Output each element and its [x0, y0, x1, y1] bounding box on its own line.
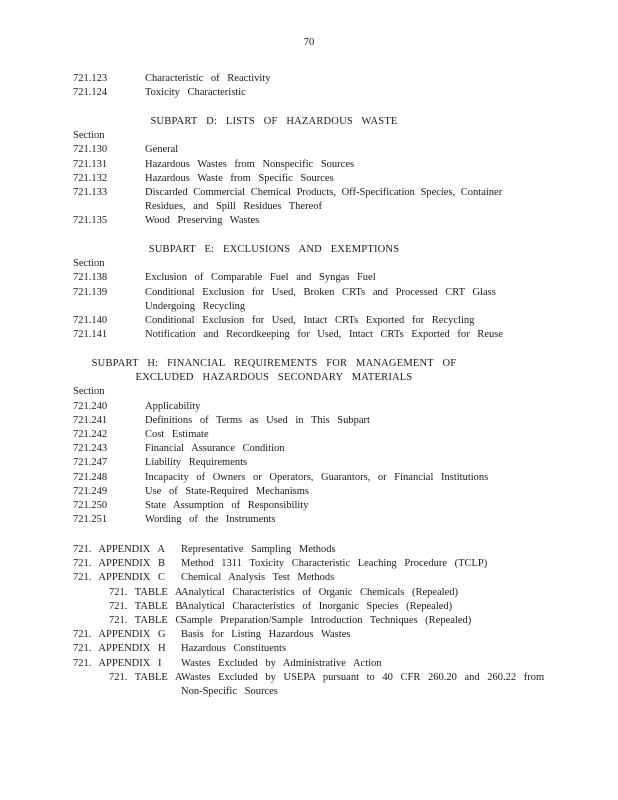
appendix-number: 721. APPENDIX H	[73, 643, 166, 655]
section-number: 721.248	[73, 471, 108, 483]
section-title: Applicability	[145, 400, 201, 412]
section-title: Cost Estimate	[145, 428, 209, 440]
toc-row	[73, 414, 543, 428]
table-title: Analytical Characteristics of Organic Chemicals (Repealed)	[181, 586, 458, 598]
section-title: Liability Requirements	[145, 457, 248, 469]
section-number: 721.249	[73, 485, 108, 497]
section-title: Financial Assurance Condition	[145, 443, 285, 455]
toc-row-continuation	[73, 200, 543, 214]
section-number: 721.123	[73, 73, 108, 84]
section-title: Characteristic of Reactivity	[145, 73, 271, 84]
section-title: Conditional Exclusion for Used, Broken CRTs and Processed CRT Glass	[145, 286, 496, 298]
section-label: Section	[73, 258, 105, 270]
page-number: 70	[303, 37, 315, 48]
section-title: Notification and Recordkeeping for Used, Intact CRTs Exported for Reuse	[145, 329, 503, 341]
table-title: Sample Preparation/Sample Introduction Techniques (Repealed)	[181, 614, 472, 626]
appendix-title: Hazardous Constituents	[181, 643, 287, 655]
toc-row	[73, 485, 543, 499]
section-number: 721.247	[73, 457, 108, 469]
section-title: Discarded Commercial Chemical Products, Off-Specification Species, Container	[145, 186, 503, 198]
table-row	[73, 586, 543, 600]
subpart-c-tail	[73, 72, 543, 100]
table-title-continued: Non-Specific Sources	[181, 685, 278, 697]
toc-row	[73, 72, 543, 86]
toc-row	[73, 428, 543, 442]
toc-row	[73, 400, 543, 414]
section-title: Conditional Exclusion for Used, Intact CRTs Exported for Recycling	[145, 314, 475, 326]
section-number: 721.242	[73, 428, 108, 440]
appendix-row	[73, 642, 543, 656]
table-number: 721. TABLE C	[109, 614, 183, 626]
section-label: Section	[73, 130, 105, 142]
appendix-title: Basis for Listing Hazardous Wastes	[181, 629, 351, 641]
toc-row-continuation	[73, 300, 543, 314]
subpart-heading: SUBPART E: EXCLUSIONS AND EXEMPTIONS	[148, 244, 400, 255]
section-number: 721.131	[73, 158, 108, 170]
table-row	[73, 671, 543, 685]
appendix-number: 721. APPENDIX G	[73, 629, 166, 641]
table-number: 721. TABLE A	[109, 671, 183, 683]
appendix-number: 721. APPENDIX C	[73, 572, 165, 584]
table-row	[73, 600, 543, 614]
section-number: 721.138	[73, 272, 108, 284]
section-title: Exclusion of Comparable Fuel and Syngas Fuel	[145, 272, 376, 284]
toc-row	[73, 286, 543, 300]
section-title: Toxicity Characteristic	[145, 87, 246, 99]
toc-row	[73, 442, 543, 456]
section-number: 721.139	[73, 286, 108, 298]
appendix-row	[73, 657, 543, 671]
subpart-heading-line-2: EXCLUDED HAZARDOUS SECONDARY MATERIALS	[135, 372, 413, 384]
appendix-number: 721. APPENDIX B	[73, 558, 165, 570]
section-title: Use of State-Required Mechanisms	[145, 485, 310, 497]
section-title-continued: Residues, and Spill Residues Thereof	[145, 201, 322, 213]
appendix-row	[73, 557, 543, 571]
section-title: Definitions of Terms as Used in This Subpart	[145, 414, 370, 426]
toc-row	[73, 314, 543, 328]
appendix-title: Chemical Analysis Test Methods	[181, 572, 335, 584]
section-number: 721.130	[73, 144, 108, 156]
appendix-number: 721. APPENDIX I	[73, 657, 162, 669]
toc-row	[73, 214, 543, 228]
section-title-continued: Undergoing Recycling	[145, 300, 246, 312]
section-number: 721.133	[73, 186, 108, 198]
toc-row	[73, 471, 543, 485]
table-number: 721. TABLE A	[109, 586, 183, 598]
appendix-number: 721. APPENDIX A	[73, 544, 165, 555]
subpart-e	[73, 243, 543, 342]
appendix-title: Representative Sampling Methods	[181, 544, 336, 555]
toc-row	[73, 271, 543, 285]
subpart-heading-line-1: SUBPART H: FINANCIAL REQUIREMENTS FOR MANAGEMENT OF	[91, 358, 457, 369]
section-number: 721.140	[73, 314, 108, 326]
section-number: 721.243	[73, 443, 108, 455]
appendices	[73, 543, 543, 699]
section-title: General	[145, 144, 179, 156]
subpart-heading: SUBPART D: LISTS OF HAZARDOUS WASTE	[150, 116, 398, 127]
section-title: Hazardous Wastes from Nonspecific Sources	[145, 158, 355, 170]
table-number: 721. TABLE B	[109, 600, 183, 612]
table-row	[73, 614, 543, 628]
table-row-continuation	[73, 685, 543, 699]
toc-row	[73, 172, 543, 186]
toc-row	[73, 328, 543, 342]
toc-row	[73, 158, 543, 172]
section-title: Incapacity of Owners or Operators, Guarantors, or Financial Institutions	[145, 471, 489, 483]
section-number: 721.135	[73, 215, 108, 227]
appendix-row	[73, 628, 543, 642]
table-title: Wastes Excluded by USEPA pursuant to 40 CFR 260.20 and 260.22 from	[181, 671, 545, 683]
section-number: 721.240	[73, 400, 108, 412]
section-title: Wood Preserving Wastes	[145, 215, 260, 227]
section-title: Wording of the Instruments	[145, 514, 276, 526]
toc-row	[73, 143, 543, 157]
appendix-row	[73, 543, 543, 557]
subpart-d	[73, 115, 543, 229]
appendix-title: Wastes Excluded by Administrative Action	[181, 657, 382, 669]
appendix-title: Method 1311 Toxicity Characteristic Leaching Procedure (TCLP)	[181, 558, 488, 570]
section-number: 721.250	[73, 499, 108, 511]
toc-row	[73, 86, 543, 100]
section-title: Hazardous Waste from Specific Sources	[145, 172, 334, 184]
section-number: 721.251	[73, 514, 108, 526]
toc-row	[73, 499, 543, 513]
toc-row	[73, 186, 543, 200]
subpart-h	[73, 357, 543, 527]
section-number: 721.141	[73, 329, 108, 341]
section-number: 721.124	[73, 87, 108, 99]
appendix-row	[73, 571, 543, 585]
section-number: 721.241	[73, 414, 108, 426]
table-title: Analytical Characteristics of Inorganic Species (Repealed)	[181, 600, 453, 612]
section-label: Section	[73, 386, 105, 398]
section-title: State Assumption of Responsibility	[145, 499, 309, 511]
section-number: 721.132	[73, 172, 108, 184]
toc-row	[73, 513, 543, 527]
toc-row	[73, 456, 543, 470]
